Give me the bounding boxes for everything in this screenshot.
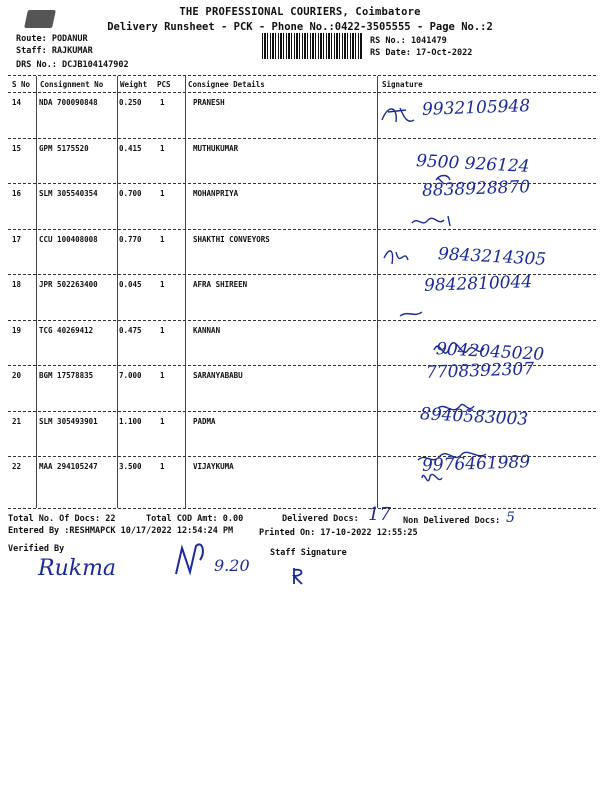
row-consignment-no: BGM 17578835 <box>39 371 94 380</box>
barcode-icon <box>262 33 362 59</box>
row-sno: 19 <box>12 325 22 335</box>
row-consignee: MUTHUKUMAR <box>193 143 239 153</box>
row-sno: 20 <box>12 371 22 380</box>
row-sno: 21 <box>12 416 22 426</box>
table-top-rule <box>8 75 596 76</box>
row-sno: 14 <box>12 98 22 107</box>
row-sno: 15 <box>12 143 22 153</box>
row-weight: 0.475 <box>119 325 142 335</box>
staff-signature-label: Staff Signature <box>270 548 347 558</box>
time-handwritten: 9.20 <box>214 556 250 575</box>
row-weight: 0.045 <box>119 280 142 289</box>
row-consignee: SARANYABABU <box>193 371 243 380</box>
row-pcs: 1 <box>160 462 165 471</box>
col-weight: Weight <box>120 80 148 89</box>
staff-signature-mark <box>290 566 310 588</box>
row-pcs: 1 <box>160 98 165 107</box>
table-header-rule <box>8 92 596 93</box>
verified-by-label: Verified By <box>8 544 65 554</box>
company-title: THE PROFESSIONAL COURIERS, Coimbatore <box>179 6 421 18</box>
row-consignment-no: SLM 305540354 <box>39 189 98 198</box>
row-handwritten-phone: 9842810044 <box>423 272 533 296</box>
table-bottom-rule <box>8 508 596 509</box>
row-consignee: VIJAYKUMA <box>193 462 234 471</box>
row-consignee: PRANESH <box>193 98 225 107</box>
runsheet-subtitle: Delivery Runsheet - PCK - Phone No.:0422-3505555 - Page No.:2 <box>107 21 493 33</box>
delivered-count-handwritten: 17 <box>368 504 391 525</box>
verifier-signature-handwritten: Rukma <box>38 556 117 581</box>
row-consignment-no: TCG 40269412 <box>39 325 94 335</box>
drs-number: DRS No.: DCJB104147902 <box>16 60 129 70</box>
signature-mark <box>384 251 408 264</box>
row-weight: 7.000 <box>119 371 142 380</box>
row-consignee: PADMA <box>193 416 216 426</box>
column-divider <box>36 76 37 508</box>
row-consignment-no: MAA 294105247 <box>39 462 98 471</box>
row-weight: 0.250 <box>119 98 142 107</box>
row-pcs: 1 <box>160 189 165 198</box>
row-sno: 16 <box>12 189 22 198</box>
row-handwritten-phone: 8838928870 <box>421 177 531 201</box>
row-handwritten-phone: 9500 926124 <box>415 150 531 177</box>
row-handwritten-phone: 9843214305 <box>437 243 547 270</box>
route-label: Route: PODANUR <box>16 34 88 44</box>
row-pcs: 1 <box>160 234 165 244</box>
row-weight: 3.500 <box>119 462 142 471</box>
staff-label: Staff: RAJKUMAR <box>16 46 93 56</box>
row-consignee: MOHANPRIYA <box>193 189 239 198</box>
row-pcs: 1 <box>160 280 165 289</box>
row-consignee: AFRA SHIREEN <box>193 280 248 289</box>
row-handwritten-phone: 8940583003 <box>419 403 529 430</box>
col-consignee: Consignee Details <box>188 80 265 89</box>
row-pcs: 1 <box>160 416 165 426</box>
row-sno: 17 <box>12 234 22 244</box>
non-delivered-docs: Non Delivered Docs: <box>403 516 501 526</box>
column-divider <box>185 76 186 508</box>
rs-date: RS Date: 17-Oct-2022 <box>370 48 473 58</box>
row-consignment-no: NDA 700090848 <box>39 98 98 107</box>
row-consignee: KANNAN <box>193 325 221 335</box>
col-signature: Signature <box>382 80 423 89</box>
row-consignee: SHAKTHI CONVEYORS <box>193 234 270 244</box>
row-consignment-no: GPM 5175520 <box>39 143 89 153</box>
row-pcs: 1 <box>160 371 165 380</box>
total-docs: Total No. Of Docs: 22 <box>8 514 116 524</box>
row-consignment-no: JPR 502263400 <box>39 280 98 289</box>
row-weight: 0.770 <box>119 234 142 244</box>
column-divider <box>117 76 118 508</box>
row-consignment-no: SLM 305493901 <box>39 416 98 426</box>
signature-mark <box>382 108 414 122</box>
row-pcs: 1 <box>160 325 165 335</box>
row-sno: 18 <box>12 280 22 289</box>
delivered-docs: Delivered Docs: <box>282 514 359 524</box>
non-delivered-count-handwritten: 5 <box>506 510 515 526</box>
row-weight: 0.415 <box>119 143 142 153</box>
printed-on: Printed On: 17-10-2022 12:55:25 <box>259 528 418 538</box>
row-sno: 22 <box>12 462 22 471</box>
col-sno: S No <box>12 80 31 89</box>
row-weight: 0.700 <box>119 189 142 198</box>
row-weight: 1.100 <box>119 416 142 426</box>
signature-mark <box>412 216 450 226</box>
signature-mark <box>400 312 422 316</box>
col-consignment: Consignment No <box>40 80 104 89</box>
row-handwritten-phone: 7708392307 <box>425 359 535 383</box>
row-pcs: 1 <box>160 143 165 153</box>
rs-number: RS No.: 1041479 <box>370 36 447 46</box>
col-pcs: PCS <box>157 80 171 89</box>
row-handwritten-phone: 9042045020 <box>435 338 545 365</box>
row-handwritten-phone: 9932105948 <box>421 96 531 120</box>
total-cod: Total COD Amt: 0.00 <box>146 514 244 524</box>
entered-by: Entered By :RESHMAPCK 10/17/2022 12:54:24 PM <box>8 526 234 536</box>
row-handwritten-phone: 9976461989 <box>421 452 531 476</box>
row-consignment-no: CCU 100408008 <box>39 234 98 244</box>
